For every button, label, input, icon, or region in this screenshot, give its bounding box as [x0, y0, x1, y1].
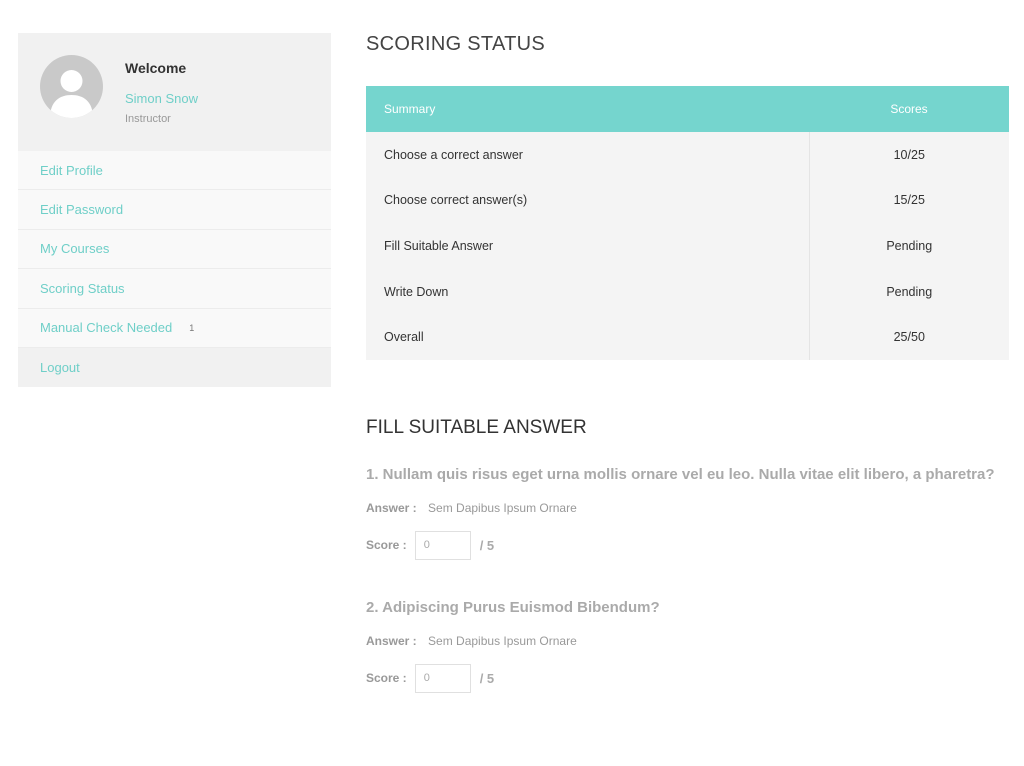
table-row [366, 314, 1009, 360]
scores-column-header: Scores [809, 86, 1009, 132]
row-label: Write Down [366, 269, 809, 315]
question-block [366, 461, 1009, 560]
menu-item-label: Manual Check Needed [40, 320, 173, 336]
score-label: Score : [366, 538, 407, 553]
menu-item-label: Edit Password [40, 202, 124, 218]
row-score: Pending [809, 223, 1009, 269]
table-header-row [366, 86, 1009, 132]
row-score: Pending [809, 269, 1009, 315]
menu-item-edit-profile[interactable] [18, 151, 331, 190]
fill-suitable-answer-title: FILL SUITABLE ANSWER [366, 416, 587, 438]
user-name[interactable]: Simon Snow [125, 91, 198, 106]
table-row [366, 269, 1009, 315]
score-input[interactable] [415, 531, 471, 560]
question-block [366, 594, 1009, 693]
menu-item-logout[interactable] [18, 348, 331, 387]
table-row [366, 132, 1009, 178]
menu-item-edit-password[interactable] [18, 190, 331, 229]
score-max: / 5 [479, 537, 495, 553]
score-row [366, 664, 1009, 693]
menu-item-label: Edit Profile [40, 162, 103, 178]
row-score: 15/25 [809, 178, 1009, 224]
profile-card [18, 33, 331, 151]
manual-check-count-badge: 1 [189, 322, 195, 333]
answer-value: Sem Dapibus Ipsum Ornare [428, 500, 577, 515]
scoring-status-title: SCORING STATUS [366, 33, 546, 55]
answer-row [366, 501, 1009, 515]
menu-item-scoring-status[interactable] [18, 269, 331, 308]
scoring-table [366, 86, 1009, 360]
welcome-text: Welcome [125, 60, 187, 76]
menu-item-manual-check[interactable] [18, 309, 331, 348]
row-label: Overall [366, 314, 809, 360]
row-label: Choose a correct answer [366, 132, 809, 178]
user-avatar-icon [40, 55, 103, 118]
row-label: Fill Suitable Answer [366, 223, 809, 269]
menu-item-label: Scoring Status [40, 280, 125, 296]
question-text: 1. Nullam quis risus eget urna mollis ornare vel eu leo. Nulla vitae elit libero, a pharetra? [366, 465, 995, 483]
question-text: 2. Adipiscing Purus Euismod Bibendum? [366, 598, 660, 616]
answer-row [366, 634, 1009, 648]
score-input[interactable] [415, 664, 471, 693]
row-score: 25/50 [809, 314, 1009, 360]
answer-value: Sem Dapibus Ipsum Ornare [428, 633, 577, 648]
table-row [366, 223, 1009, 269]
score-row [366, 531, 1009, 560]
table-row [366, 178, 1009, 224]
row-label: Choose correct answer(s) [366, 178, 809, 224]
sidebar [18, 33, 331, 387]
answer-label: Answer : [366, 500, 417, 515]
summary-column-header: Summary [366, 86, 809, 132]
row-score: 10/25 [809, 132, 1009, 178]
user-role: Instructor [125, 113, 171, 125]
menu-item-my-courses[interactable] [18, 230, 331, 269]
score-label: Score : [366, 671, 407, 686]
menu-item-label: My Courses [40, 241, 110, 257]
score-max: / 5 [479, 670, 495, 686]
sidebar-menu [18, 151, 331, 387]
menu-item-label: Logout [40, 360, 80, 376]
answer-label: Answer : [366, 633, 417, 648]
main-content [366, 33, 1009, 693]
